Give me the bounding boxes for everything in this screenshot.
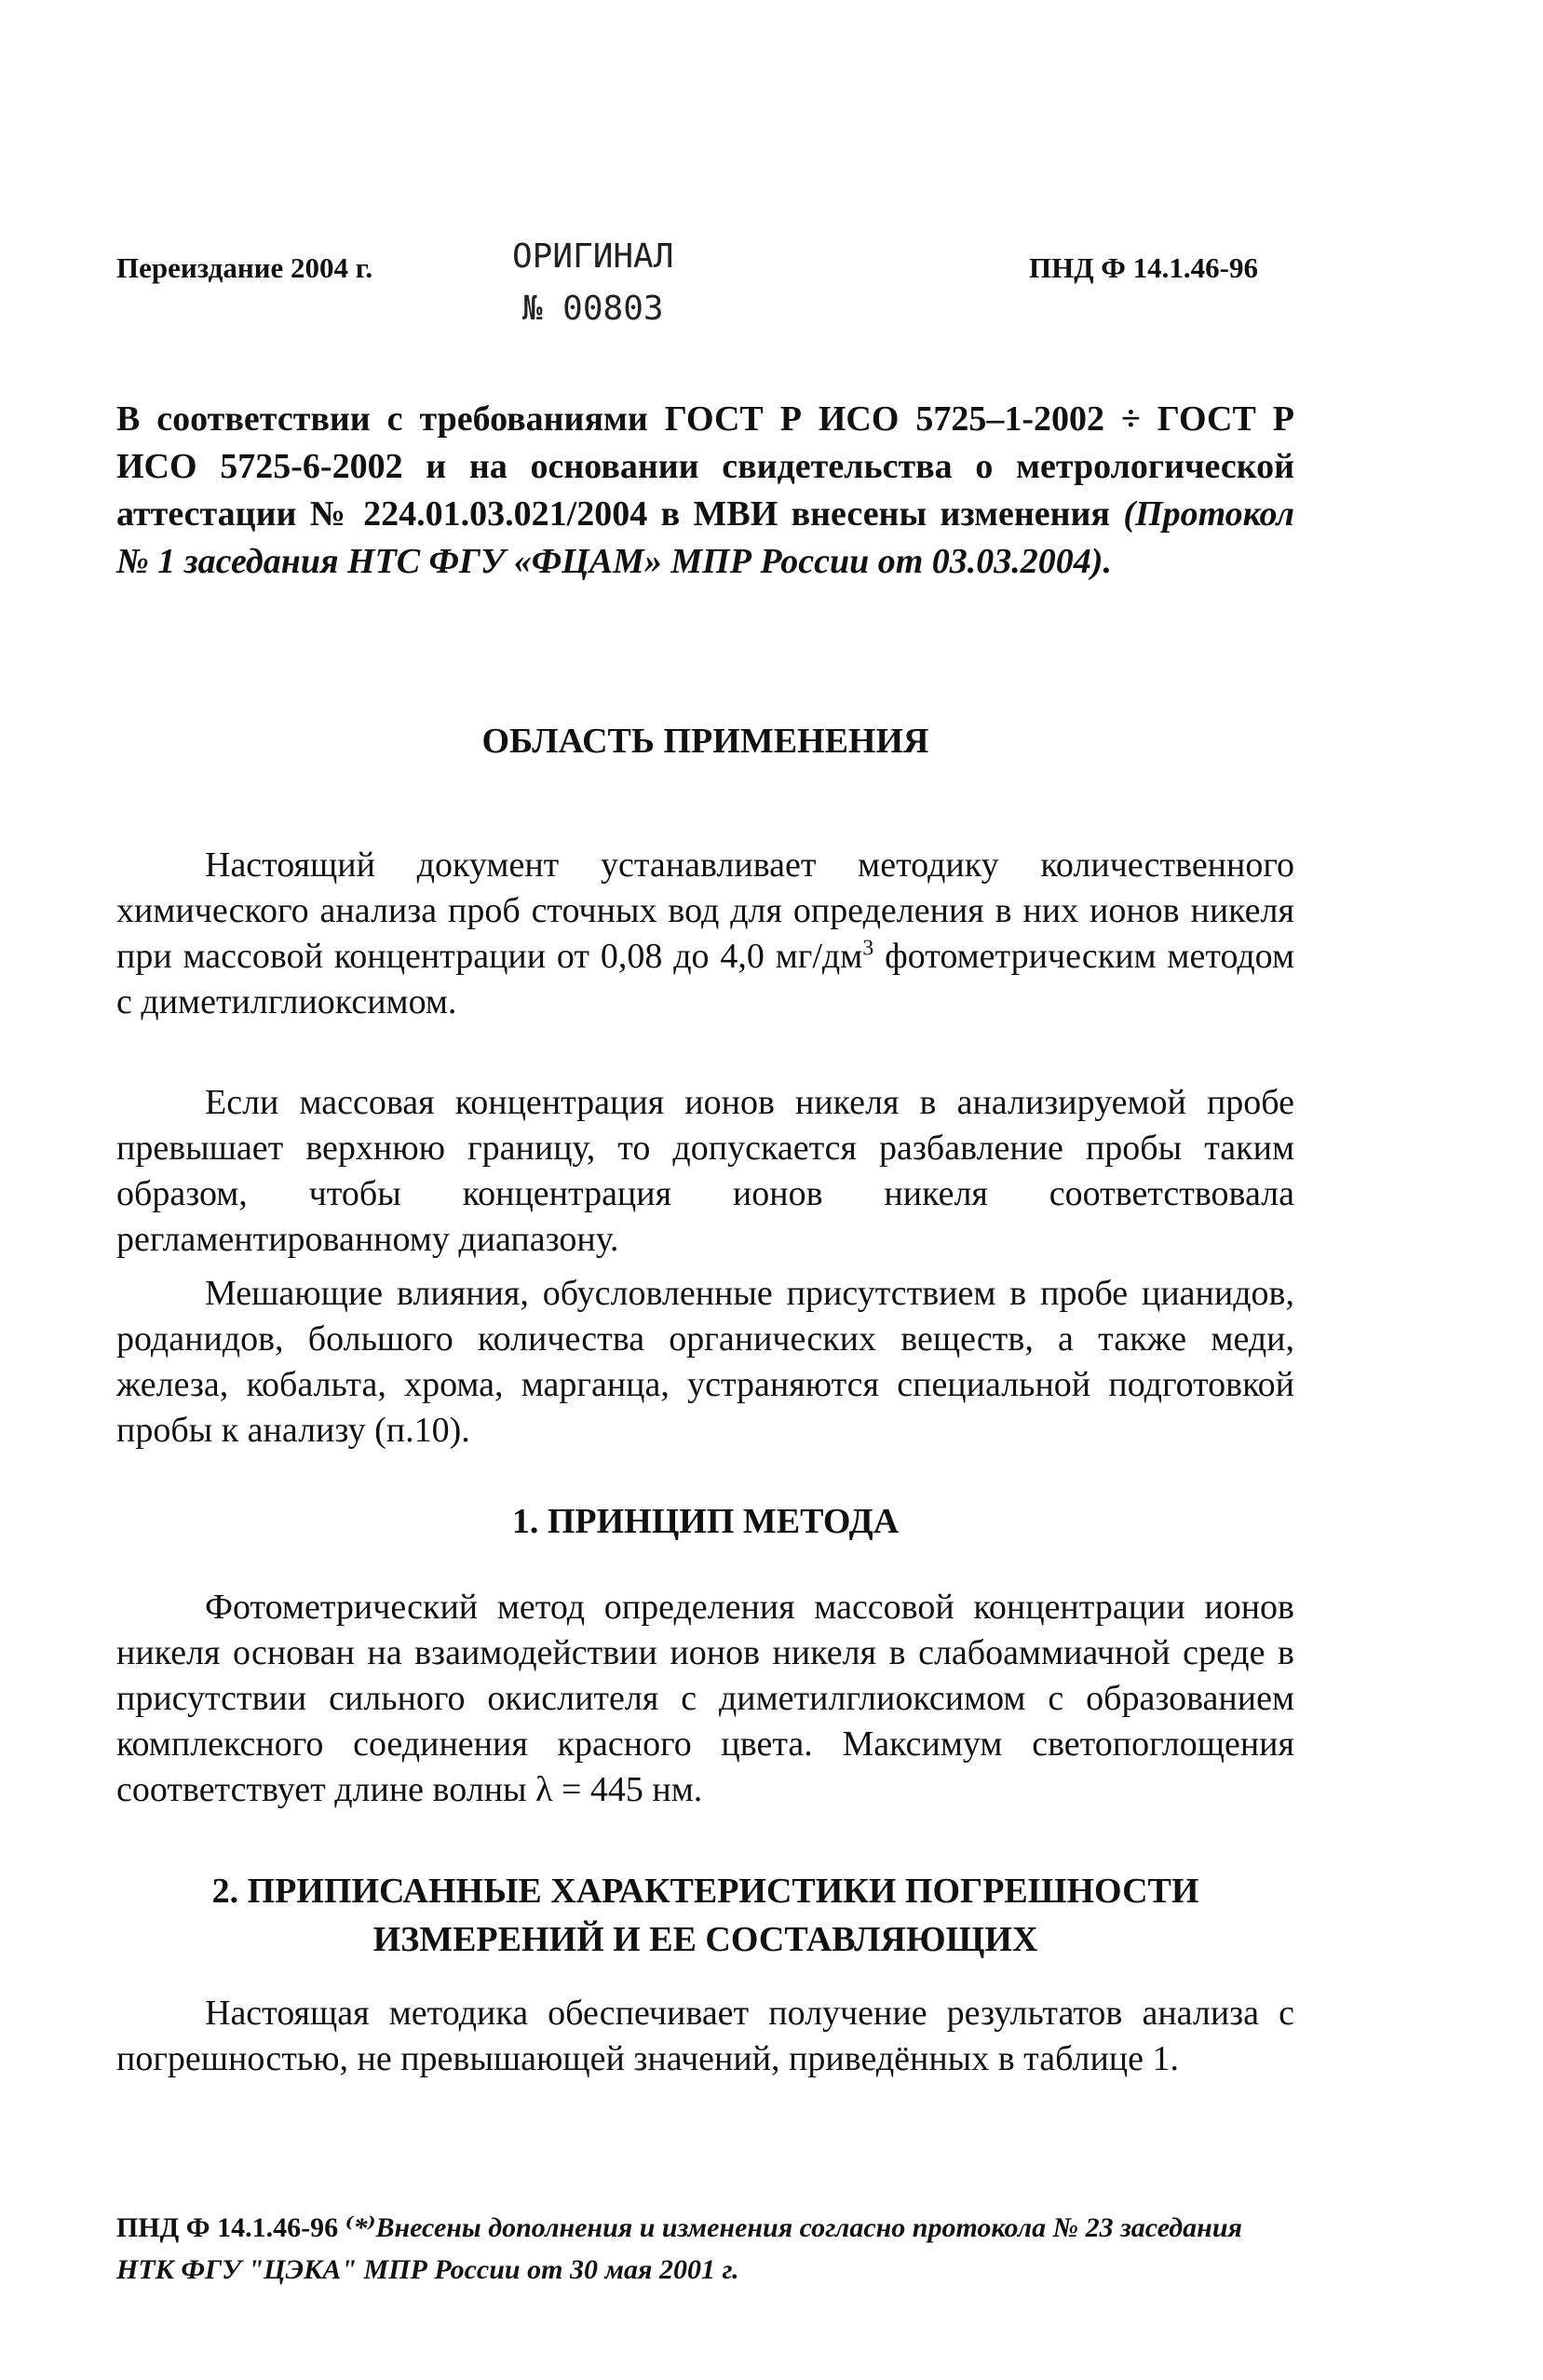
section-2-heading-line-1: 2. ПРИПИСАННЫЕ ХАРАКТЕРИСТИКИ ПОГРЕШНОСТИ	[211, 1872, 1199, 1911]
footnote-code: ПНД Ф 14.1.46-96	[116, 2212, 345, 2243]
amendment-protocol: (Протокол № 1 заседания НТС ФГУ «ФЦАМ» МПР России от 03.03.2004).	[116, 494, 1294, 581]
scope-paragraph-3: Мешающие влияния, обусловленные присутствием в пробе цианидов, роданидов, большого количества органических веществ, а также меди, железа, кобальта, хрома, марганца, устраняются специальной подготовкой пробы к анализу (п.10).	[116, 1274, 1294, 1450]
reissue-note: Переиздание 2004 г.	[116, 251, 373, 284]
original-stamp	[512, 231, 673, 335]
scope-p1-text: Настоящий документ устанавливает методику количественного химического анализа проб сточных вод для определения в них ионов никеля при массовой концентрации от 0,08 до 4,0 мг/дм	[116, 845, 1294, 976]
stamp-title: ОРИГИНАЛ	[512, 237, 674, 276]
section-1-paragraph: Фотометрический метод определения массовой концентрации ионов никеля основан на взаимодействии ионов никеля в слабоаммиачной среде в присутствии сильного окислителя с диметилглиоксимом с образованием комплексного соединения красного цвета. Максимум светопоглощения соответствует длине волны λ = 445 нм.	[116, 1588, 1294, 1809]
scope-paragraph-1	[116, 843, 1294, 1025]
stamp-number: № 00803	[521, 290, 664, 328]
amendment-text: В соответствии с требованиями ГОСТ Р ИСО 5725–1-2002 ÷ ГОСТ Р ИСО 5725-6-2002 и на основании свидетельства о метрологической аттестации № 224.01.03.021/2004 в МВИ внесены изменения	[116, 399, 1294, 534]
section-2-paragraph: Настоящая методика обеспечивает получение результатов анализа с погрешностью, не превышающей значений, приведённых в таблице 1.	[116, 1994, 1294, 2078]
cubic-superscript: 3	[862, 936, 874, 961]
footnote-text: Внесены дополнения и изменения согласно протокола № 23 заседания НТК ФГУ "ЦЭКА" МПР России от 30 мая 2001 г.	[116, 2212, 1242, 2285]
document-code: ПНД Ф 14.1.46-96	[1029, 251, 1259, 284]
section-2-heading-line-2: ИЗМЕРЕНИЙ И ЕЕ СОСТАВЛЯЮЩИХ	[372, 1920, 1038, 1959]
footnote-mark: ⁽*⁾	[345, 2212, 376, 2243]
section-2-heading	[116, 1867, 1294, 1964]
scope-p1-tail: фотометрическим методом с диметилглиоксимом.	[116, 937, 1295, 1021]
section-1-heading: 1. ПРИНЦИП МЕТОДА	[511, 1502, 900, 1541]
footnote	[116, 2207, 1294, 2291]
amendment-notice	[116, 396, 1294, 586]
scope-paragraph-2: Если массовая концентрация ионов никеля в анализируемой пробе превышает верхнюю границу, то допускается разбавление пробы таким образом, чтобы концентрация ионов никеля соответствовала регламентированному диапазону.	[116, 1083, 1294, 1259]
scope-heading: ОБЛАСТЬ ПРИМЕНЕНИЯ	[481, 722, 929, 761]
